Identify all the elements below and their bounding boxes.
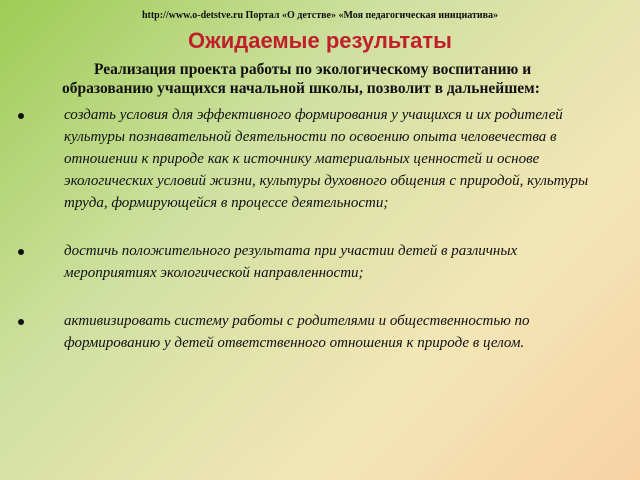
list-item-text: достичь положительного результата при участии детей в различных мероприятиях экологической направленности; — [64, 243, 518, 281]
bullet-icon — [18, 249, 24, 255]
intro-paragraph: Реализация проекта работы по экологическому воспитанию и образованию учащихся начальной школы, позволит в дальнейшем: — [62, 61, 540, 97]
list-item — [14, 104, 610, 214]
source-line: http://www.o-detstve.ru Портал «О детстве» «Моя педагогическая инициатива» — [141, 10, 499, 21]
slide-title: Ожидаемые результаты — [188, 28, 452, 53]
results-list — [14, 104, 610, 354]
list-item-text: активизировать систему работы с родителями и общественностью по формированию у детей ответственного отношения к природе в целом. — [64, 313, 530, 351]
list-item-text: создать условия для эффективного формирования у учащихся и их родителей культуры познавательной деятельности по освоению опыта человечества в отношении к природе как к источнику материальных ценностей и основе экологических условий жизни, культуры духовного общения с природой, культуры труда, формирующейся в процессе деятельности; — [64, 107, 589, 211]
bullet-icon — [18, 113, 24, 119]
list-item — [14, 310, 610, 354]
bullet-icon — [18, 319, 24, 325]
list-item — [14, 240, 610, 284]
